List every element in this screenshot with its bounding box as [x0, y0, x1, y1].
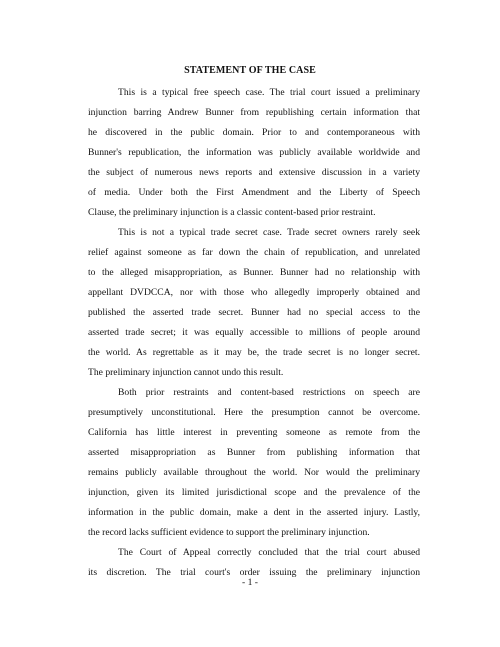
paragraph-3-line-8: the record lacks sufficient evidence to support the preliminary injunction. [88, 527, 370, 538]
paragraph-2-line-2: relief against someone as far down the chain of republication, and unrelated [88, 247, 420, 258]
paragraph-2-line-5: published the asserted trade secret. Bunner had no special access to the [88, 307, 420, 318]
paragraph-3-line-7: information in the public domain, make a dent in the asserted injury. Lastly, [88, 507, 420, 518]
paragraph-1-line-7: Clause, the preliminary injunction is a classic content-based prior restraint. [88, 207, 376, 218]
paragraph-3-line-1: Both prior restraints and content-based restrictions on speech are [118, 387, 420, 398]
paragraph-1-line-1: This is a typical free speech case. The trial court issued a preliminary [118, 87, 420, 98]
paragraph-1-line-4: Bunner's republication, the information was publicly available worldwide and [88, 147, 420, 158]
paragraph-3-line-6: injunction, given its limited jurisdictional scope and the prevalence of the [88, 487, 420, 498]
paragraph-2-line-3: to the alleged misappropriation, as Bunner. Bunner had no relationship with [88, 267, 420, 278]
paragraph-1-line-3: he discovered in the public domain. Prior to and contemporaneous with [88, 127, 420, 138]
section-heading: STATEMENT OF THE CASE [184, 65, 316, 76]
paragraph-2-line-8: The preliminary injunction cannot undo this result. [88, 367, 284, 378]
paragraph-2-line-1: This is not a typical trade secret case. Trade secret owners rarely seek [118, 227, 420, 238]
paragraph-2-line-6: asserted trade secret; it was equally accessible to millions of people around [88, 327, 420, 338]
paragraph-3-line-4: asserted misappropriation as Bunner from publishing information that [88, 447, 420, 458]
paragraph-4-line-1: The Court of Appeal correctly concluded that the trial court abused [118, 547, 420, 558]
paragraph-3-line-3: California has little interest in preventing someone as remote from the [88, 427, 420, 438]
paragraph-1-line-5: the subject of numerous news reports and extensive discussion in a variety [88, 167, 420, 178]
paragraph-2-line-4: appellant DVDCCA, nor with those who allegedly improperly obtained and [88, 287, 420, 298]
paragraph-4-line-2: its discretion. The trial court's order issuing the preliminary injunction [88, 567, 420, 578]
paragraph-3-line-2: presumptively unconstitutional. Here the presumption cannot be overcome. [88, 407, 420, 418]
page-number: - 1 - [242, 577, 258, 588]
paragraph-3-line-5: remains publicly available throughout the world. Nor would the preliminary [88, 467, 420, 478]
paragraph-1-line-6: of media. Under both the First Amendment and the Liberty of Speech [88, 187, 420, 198]
paragraph-1-line-2: injunction barring Andrew Bunner from republishing certain information that [88, 107, 420, 118]
paragraph-2-line-7: the world. As regrettable as it may be, the trade secret is no longer secret. [88, 347, 420, 358]
